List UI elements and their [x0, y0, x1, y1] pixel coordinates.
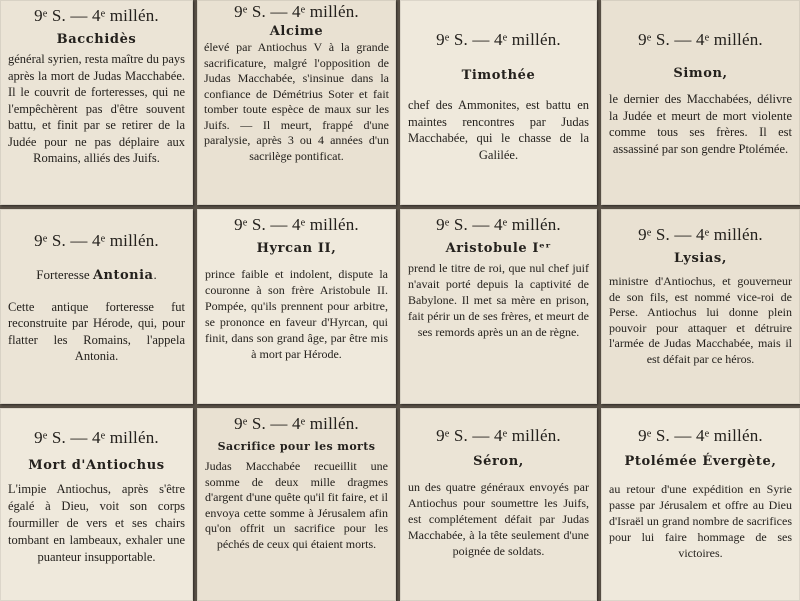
card-title: Bacchidès [56, 32, 137, 47]
card-timothee [400, 0, 597, 205]
card-header: 9ᵉ S. — 4ᵉ millén. [34, 428, 159, 447]
card-body: élevé par Antiochus V à la grande sacrificature, malgré l'opposition de Judas Macchabée, s'insinue dans la confiance de Démétrius Soter et fait tomber toute espèce de maux sur les Juifs. — Il meurt, frappé d'une paralysie, après 3 ou 4 années d'un sacrilège pontificat. [204, 40, 389, 163]
card-body: L'impie Antiochus, après s'être égalé à Dieu, voit son corps fourmiller de vers et ses chairs tombant en lambeaux, exhaler une puanteur insupportable. [8, 482, 185, 564]
card-title: Aristobule Iᵉʳ [445, 241, 552, 256]
card-body: prend le titre de roi, que nul chef juif n'avait porté depuis la captivité de Babylone. Il met sa mère en prison, fait périr un de ses frères, et meurt de ses remords après un an de règne. [408, 261, 589, 339]
card-body: un des quatre généraux envoyés par Antiochus pour soumettre les Juifs, est complétement défait par Judas Macchabée, à la tête seulement d'une poignée de soldats. [408, 480, 589, 558]
subtitle-end: . [153, 267, 157, 282]
card-title: Séron, [473, 454, 524, 469]
card-body: chef des Ammonites, est battu en maintes rencontres par Judas Macchabée, qui le chasse de la Galilée. [408, 98, 589, 162]
card-body: au retour d'une expédition en Syrie passe par Jérusalem et offre au Dieu d'Israël un grand nombre de sacrifices pour lui faire hommage de ses victoires. [609, 482, 792, 560]
card-title: Sacrifice pour les morts [217, 440, 376, 453]
card-header: 9ᵉ S. — 4ᵉ millén. [34, 6, 159, 25]
card-body: le dernier des Macchabées, délivre la Judée et meurt de mort violente comme tous ses frères. Il est assassiné par son gendre Ptolémée. [609, 92, 792, 156]
card-title: Simon, [673, 66, 728, 81]
card-title: Mort d'Antiochus [28, 458, 165, 473]
card-ptolemee [601, 408, 800, 601]
card-lysias [601, 209, 800, 404]
card-aristobule [400, 209, 597, 404]
card-bacchides [0, 0, 193, 205]
card-mort-antiochus [0, 408, 193, 601]
card-header: 9ᵉ S. — 4ᵉ millén. [234, 414, 359, 433]
card-body: Judas Macchabée recueillit une somme de deux mille dragmes d'argent d'une quête qu'il fit faire, et il envoya cette somme à Jérusalem afin qu'on offrit un sacrifice pour les péchés de ceux qui étaient morts. [205, 459, 388, 551]
card-header: 9ᵉ S. — 4ᵉ millén. [638, 30, 763, 49]
card-header: 9ᵉ S. — 4ᵉ millén. [234, 215, 359, 234]
card-simon [601, 0, 800, 205]
card-title: Hyrcan II, [256, 241, 337, 256]
card-hyrcan [197, 209, 396, 404]
card-header: 9ᵉ S. — 4ᵉ millén. [436, 426, 561, 445]
card-antonia [0, 209, 193, 404]
card-header: 9ᵉ S. — 4ᵉ millén. [638, 426, 763, 445]
card-header: 9ᵉ S. — 4ᵉ millén. [436, 30, 561, 49]
card-title: Ptolémée Évergète, [624, 454, 777, 469]
card-subtitle [8, 267, 185, 285]
subtitle-bold: Antonia [92, 268, 154, 283]
card-title: Lysias, [674, 251, 727, 266]
subtitle-text: Forteresse [36, 267, 93, 282]
card-body: Cette antique forteresse fut reconstruite par Hérode, qui, pour flatter les Romains, l'appela Antonia. [8, 299, 185, 363]
card-body: général syrien, resta maître du pays après la mort de Judas Macchabée. Il le couvrit de forteresses, qui ne l'empêchèrent pas d'être souvent battu, et finit par se retirer de la Judée pour ne pas déplaire aux Romains, alliés des Juifs. [8, 52, 186, 165]
card-sacrifice [197, 408, 396, 601]
card-header: 9ᵉ S. — 4ᵉ millén. [638, 225, 763, 244]
card-alcime [197, 0, 396, 205]
card-header: 9ᵉ S. — 4ᵉ millén. [34, 231, 159, 250]
card-title: Alcime [269, 24, 324, 39]
card-body: prince faible et indolent, dispute la couronne à son frère Aristobule II. Pompée, qu'ils prennent pour arbitre, se prononce en faveur d'Hyrcan, qui finit, dans son grand âge, par être mis à mort par Hérode. [205, 267, 388, 361]
card-header: 9ᵉ S. — 4ᵉ millén. [234, 2, 359, 21]
card-seron [400, 408, 597, 601]
card-header: 9ᵉ S. — 4ᵉ millén. [436, 215, 561, 234]
card-body: ministre d'Antiochus, et gouverneur de son fils, est nommé vice-roi de Perse. Antiochus lui donne plein pouvoir pour attaquer et détruire l'armée de Judas Macchabée, mais il est défait par ce héros. [609, 274, 792, 366]
card-title: Timothée [461, 68, 536, 83]
